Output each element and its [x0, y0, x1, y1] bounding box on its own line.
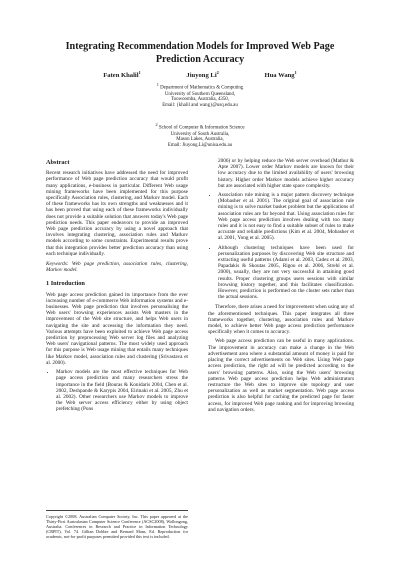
affiliation-text: School of Computer & Information Science	[158, 125, 245, 131]
affiliation-sup: 2	[155, 122, 158, 127]
list-item-continuation: 2006) or by helping reduce the Web server overhead (Mathur & Apte 2007). Lower order Markov models are known for their low accuracy due to the limited availability of users' browsing history. Higher order Markov models achieve higher accuracy but are associated with higher state space complexity.	[218, 158, 354, 189]
right-column	[208, 158, 354, 416]
author-sup: 1	[138, 70, 141, 75]
copyright-footnote: Copyright ©2008, Australian Computer Society, Inc. This paper appeared at the Thirty-First Australasian Computer Science Conference (ACSC2008), Wollongong, Australia. Conferences in Research and Practice in Information Technology (CRPIT), Vol. 74. Gillian Dobbie and Bernard Mans, Ed. Reproduction for academic, not-for profit purposes permitted provided this text is included.	[46, 510, 188, 539]
affiliation-email: Email: {khalil and wang}@usq.edu.au	[162, 103, 238, 109]
body-paragraph: Therefore, there arises a need for improvement when using any of the aforementioned techniques. This paper integrates all three frameworks together, clustering, association rules and Markov model, to achieve better Web page access prediction performance specifically when it comes to accuracy.	[208, 304, 354, 336]
affiliation-line	[40, 122, 360, 132]
technique-list	[46, 369, 188, 412]
affiliation-text: Department of Mathematics & Computing	[160, 85, 244, 91]
affiliation-line: Mason Lakes, Australia,	[176, 137, 224, 143]
left-column	[46, 160, 188, 417]
list-item: • Markov models are the most effective techniques for Web page access prediction and many researchers stress the importance in the field (Bouras & Konidaris 2004, Chen et al. 2002, Deshpande & Karypis 2004, Eirinaki et al. 2005, Zhu et al. 2002). Other researchers use Markov models to improve the Web server access efficiency either by using object prefetching (Pons	[56, 369, 188, 412]
author-name: Faten Khalil	[103, 72, 139, 80]
author-name: Jiuyong Li	[186, 72, 217, 80]
abstract-heading: Abstract	[46, 159, 70, 166]
affiliation-1	[40, 82, 360, 109]
body-paragraph: Web page access prediction can be useful in many applications. The improvement in accuracy can make a change in the Web advertisement area where a substantial amount of money is paid for placing the correct advertisements on Web sites. Using Web page access prediction, the right ad will be predicted according to the users' browsing patterns. Also, using the Web users' browsing patterns Web page access prediction helps Web administrators restructure the Web sites to improve site topology and user personalization as well as market segmentation. Web page access prediction is also helpful for caching the predicted page for faster access, for improved Web page ranking and for improving browsing and navigation orders.	[208, 338, 354, 413]
author-1	[103, 72, 141, 79]
list-item: • Although clustering techniques have been used for personalization purposes by discovering Web site structure and extracting useful patterns (Adami et al. 2003, Cadez et al. 2003, Papadakis & Skoutas 2005, Rigou et al. 2006, Strehl et al. 2000), usually, they are not very successful in attaining good results. Proper clustering groups users sessions with similar browsing history together, and this facilitates classification. However, prediction is performed on the cluster sets rather than the actual sessions.	[218, 245, 354, 301]
affiliation-line: Toowoomba, Australia, 4350,	[171, 97, 229, 103]
author-2	[186, 72, 218, 79]
paper-title	[40, 40, 360, 66]
affiliation-email: Email: Jiuyong.Li@unisa.edu.au	[167, 143, 233, 149]
author-list	[40, 70, 360, 79]
list-item: • Association rule mining is a major pattern discovery technique (Mobasher et al. 2001). The original goal of association rule mining is to solve market basket problem but the applications of association rules are far beyond that. Using association rules for Web page access prediction involves dealing with too many rules and it is not easy to find a suitable subset of rules to make accurate and reliable predictions (Kim et al. 2004, Mobasher et al. 2001, Yong et al. 2005).	[218, 192, 354, 242]
keywords: Keywords: Web page prediction, association rules, clustering, Markov model.	[46, 261, 188, 274]
affiliation-line	[40, 82, 360, 92]
affiliation-2	[40, 122, 360, 149]
author-name: Hua Wang	[264, 72, 295, 80]
affiliation-line: University of South Australia,	[170, 131, 230, 137]
author-3	[264, 72, 296, 79]
author-sup: 2	[216, 70, 219, 75]
section-heading-introduction: 1 Introduction	[46, 280, 85, 288]
affiliation-sup: 1	[156, 82, 159, 87]
affiliation-line: University of Southern Queensland,	[164, 91, 236, 97]
abstract-text: Recent research initiatives have addressed the need for improved performance of Web page prediction accuracy that would profit many applications, e-business in particular. Different Web usage mining frameworks have been implemented for this purpose specifically Association rules, clustering, and Markov model. Each of these frameworks has its own strengths and weaknesses and it has been proved that using each of these frameworks individually does not provide a suitable solution that answers today's Web page prediction needs. This paper endeavors to provide an improved Web page prediction accuracy by using a novel approach that involves integrating clustering, association rules and Markov models according to some constraints. Experimental results prove that this integration provides better prediction accuracy than using each technique individually.	[46, 170, 188, 257]
author-sup: 1	[294, 70, 297, 75]
technique-list	[208, 192, 354, 300]
title-line-1: Integrating Recommendation Models for Improved Web Page	[65, 41, 335, 52]
intro-paragraph: Web page access prediction gained its importance from the ever increasing number of e-commerce Web information systems and e-businesses. Web page prediction that involves personalising the Web users' browsing experiences assists Web masters in the improvement of the Web site structure, and helps Web users in navigating the site and accessing the information they need. Various attempts have been exploited to achieve Web page access prediction by preprocessing Web server log files and analyzing Web users' navigational patterns. The most widely used approach for this purpose is Web usage mining that entails many techniques like Markov model, association rules and clustering (Srivastava et al. 2000).	[46, 291, 188, 366]
title-line-2: Prediction Accuracy	[155, 54, 245, 65]
